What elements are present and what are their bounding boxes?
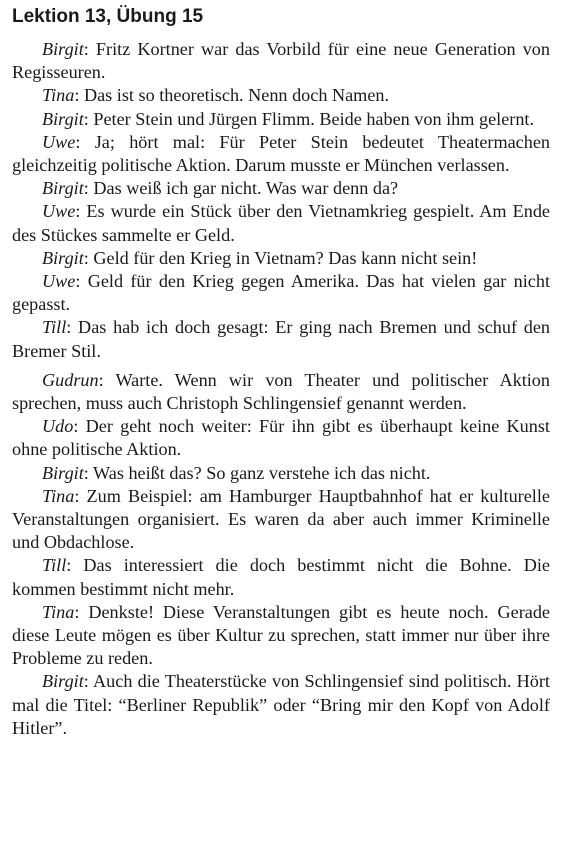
line-text: : Ja; hört mal: Für Peter Stein bedeutet Theatermachen gleichzeitig politische Aktion. Darum musste er München verlassen.: [12, 131, 550, 176]
dialogue-line: [12, 670, 550, 740]
line-text: : Was heißt das? So ganz verstehe ich das nicht.: [83, 462, 431, 483]
speaker-name: Birgit: [42, 39, 84, 59]
line-text: : Peter Stein und Jürgen Flimm. Beide haben von ihm gelernt.: [83, 108, 535, 129]
dialogue-line: [12, 601, 550, 671]
speaker-name: Birgit: [42, 462, 84, 483]
line-text: : Das interessiert die doch bestimmt nicht die Bohne. Die kommen bestimmt nicht mehr.: [12, 555, 550, 599]
dialogue-line: [12, 369, 550, 415]
dialogue-line: [12, 316, 550, 362]
dialogue-line: [12, 200, 550, 246]
speaker-name: Uwe: [42, 271, 76, 292]
dialogue-line: [12, 38, 550, 84]
dialogue-line: [12, 462, 550, 485]
speaker-name: Udo: [42, 416, 74, 437]
line-text: : Das hab ich doch gesagt: Er ging nach Bremen und schuf den Bremer Stil.: [12, 317, 550, 361]
dialogue-line: [12, 485, 550, 555]
speaker-name: Tina: [42, 85, 75, 106]
line-text: : Es wurde ein Stück über den Vietnamkrieg gespielt. Am Ende des Stückes sammelte er Geld.: [12, 201, 550, 245]
speaker-name: Birgit: [42, 178, 84, 199]
speaker-name: Uwe: [42, 131, 76, 152]
dialogue-line: [12, 415, 550, 461]
line-text: : Denkste! Diese Veranstaltungen gibt es heute noch. Gerade diese Leute mögen es über Kultur zu sprechen, statt immer nur über ihre Probleme zu reden.: [12, 601, 550, 669]
dialogue-text: [12, 38, 550, 740]
line-text: : Das ist so theoretisch. Nenn doch Namen.: [74, 85, 390, 106]
speaker-name: Gudrun: [42, 369, 99, 390]
line-text: : Zum Beispiel: am Hamburger Hauptbahnhof hat er kulturelle Veranstaltungen organisiert. Es waren da aber auch immer Kriminelle und Obdachlose.: [12, 485, 550, 553]
dialogue-line: [12, 177, 550, 200]
dialogue-line: [12, 247, 550, 270]
line-text: : Geld für den Krieg gegen Amerika. Das hat vielen gar nicht gepasst.: [12, 271, 550, 315]
speaker-name: Uwe: [42, 201, 76, 222]
speaker-name: Tina: [42, 601, 75, 622]
line-text: : Auch die Theaterstücke von Schlingensief sind politisch. Hört mal die Titel: “Berliner Republik” oder “Bring mir den Kopf von Adolf Hitler”.: [12, 671, 550, 738]
line-text: : Fritz Kortner war das Vorbild für eine neue Generation von Regisseuren.: [12, 39, 550, 83]
speaker-name: Birgit: [42, 247, 84, 268]
speaker-name: Birgit: [42, 108, 84, 129]
speaker-name: Tina: [42, 485, 75, 506]
dialogue-line: [12, 554, 550, 600]
page-title: Lektion 13, Übung 15: [12, 6, 204, 27]
dialogue-line: [12, 84, 550, 107]
line-text: : Geld für den Krieg in Vietnam? Das kann nicht sein!: [83, 247, 478, 268]
dialogue-line: [12, 131, 550, 177]
speaker-name: Till: [42, 555, 67, 576]
line-text: : Das weiß ich gar nicht. Was war denn da?: [83, 178, 399, 199]
dialogue-line: [12, 108, 550, 131]
dialogue-line: [12, 270, 550, 316]
speaker-name: Till: [42, 317, 67, 338]
line-text: : Der geht noch weiter: Für ihn gibt es überhaupt keine Kunst ohne politische Aktion.: [12, 416, 550, 460]
line-text: : Warte. Wenn wir von Theater und politischer Aktion sprechen, muss auch Christoph Schlingensief genannt werden.: [12, 369, 550, 414]
speaker-name: Birgit: [42, 671, 84, 692]
